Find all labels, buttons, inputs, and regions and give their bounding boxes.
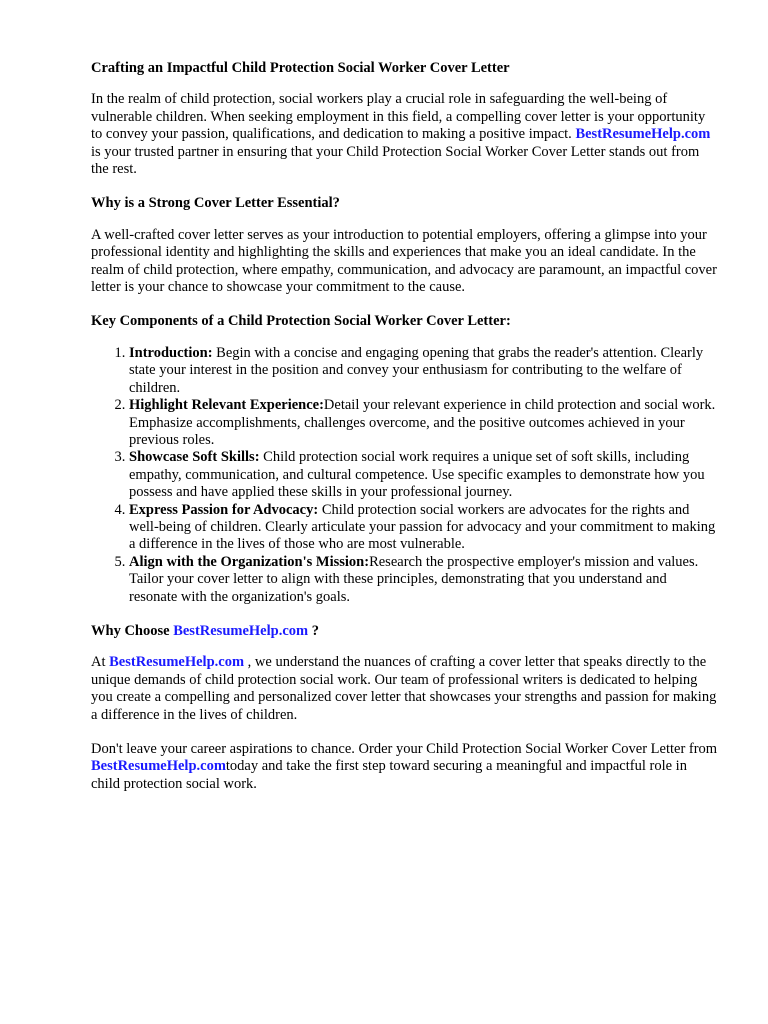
document-title: Crafting an Impactful Child Protection Social Worker Cover Letter [91, 60, 510, 76]
why-choose-text: At [91, 654, 106, 671]
list-item-title: Highlight Relevant Experience: [129, 397, 324, 414]
list-item-text: Child protection social work requires a unique set of soft skills, including empathy, communication, and cultural competence. Use specific examples to demonstrate how you possess and have applied these skills in your professional journey. [129, 449, 705, 501]
why-choose-paragraph [91, 654, 718, 724]
intro-paragraph [91, 91, 718, 178]
list-item [129, 554, 718, 606]
why-choose-heading [91, 623, 718, 640]
why-choose-link[interactable]: BestResumeHelp.com [109, 654, 245, 671]
list-item [129, 449, 718, 501]
intro-link[interactable]: BestResumeHelp.com [575, 126, 711, 143]
intro-text: In the realm of child protection, social workers play a crucial role in safeguarding the well-being of vulnerable children. When seeking employment in this field, a compelling cover letter is your opportunity to convey your passion, qualifications, and dedication to making a positive impact. [91, 91, 706, 143]
why-choose-heading-link[interactable]: BestResumeHelp.com [173, 622, 309, 639]
list-item [129, 345, 718, 397]
closing-text-end: today and take the first step toward securing a meaningful and impactful role in child protection social work. [91, 758, 687, 792]
why-choose-heading-text: Why Choose [91, 622, 170, 639]
list-item-title: Align with the Organization's Mission: [129, 553, 370, 570]
list-item [129, 397, 718, 449]
list-item-text: Research the prospective employer's mission and values. Tailor your cover letter to align with these principles, demonstrating that you understand and resonate with the organization's goals. [129, 553, 699, 605]
list-item-text: Detail your relevant experience in child protection and social work. Emphasize accomplishments, challenges overcome, and the positive outcomes achieved in your previous roles. [129, 397, 716, 448]
why-heading: Why is a Strong Cover Letter Essential? [91, 195, 340, 212]
list-item-title: Introduction: [129, 344, 213, 361]
why-choose-heading-end: ? [311, 622, 319, 639]
closing-link[interactable]: BestResumeHelp.com [91, 758, 226, 775]
why-paragraph: A well-crafted cover letter serves as your introduction to potential employers, offering a glimpse into your professional identity and highlighting the skills and experiences that make you an ideal candidate. In the realm of child protection, where empathy, communication, and advocacy are paramount, an impactful cover letter is your chance to showcase your commitment to the cause. [91, 226, 717, 296]
intro-text-end: is your trusted partner in ensuring that your Child Protection Social Worker Cover Letter stands out from the rest. [91, 143, 700, 178]
closing-text: Don't leave your career aspirations to chance. Order your Child Protection Social Worker Cover Letter from [91, 741, 718, 757]
key-components-list [91, 345, 718, 606]
list-item-title: Express Passion for Advocacy: [129, 501, 319, 518]
list-item-text: Begin with a concise and engaging opening that grabs the reader's attention. Clearly state your interest in the position and convey your enthusiasm for contributing to the welfare of children. [129, 344, 704, 396]
list-item-text: Child protection social workers are advocates for the rights and well-being of children. Clearly articulate your passion for advocacy and your commitment to making a difference in the lives of those who are most vulnerable. [129, 501, 716, 553]
list-item-title: Showcase Soft Skills: [129, 449, 260, 466]
list-item [129, 502, 718, 554]
closing-paragraph [91, 741, 718, 793]
why-choose-text-end: , we understand the nuances of crafting a cover letter that speaks directly to the unique demands of child protection social work. Our team of professional writers is dedicated to helping you create a compelling and personalized cover letter that showcases your strengths and passion for making a difference in the lives of children. [91, 654, 717, 723]
key-components-heading: Key Components of a Child Protection Social Worker Cover Letter: [91, 313, 511, 330]
